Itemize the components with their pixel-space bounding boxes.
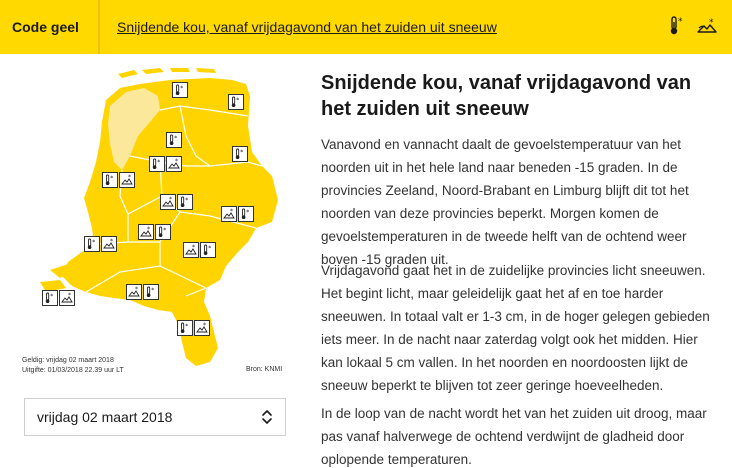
snow-icon[interactable] [194,320,210,336]
snow-icon[interactable] [59,290,75,306]
svg-text:*: * [68,292,71,299]
svg-text:*: * [185,323,189,330]
thermometer-cold-icon[interactable] [228,94,244,110]
svg-text:*: * [203,322,206,329]
svg-text:*: * [236,97,240,104]
thermometer-cold-icon[interactable] [155,224,171,240]
svg-text:*: * [709,18,714,28]
thermometer-cold-icon[interactable] [84,236,100,252]
svg-text:*: * [192,244,195,251]
banner-divider [98,0,100,54]
svg-text:*: * [135,286,138,293]
svg-text:*: * [174,135,178,142]
snow-icon [696,16,718,36]
svg-text:*: * [163,227,167,234]
thermometer-cold-icon[interactable] [102,172,118,188]
date-select[interactable] [24,398,286,436]
warning-map [10,66,296,386]
snow-icon[interactable] [101,236,117,252]
thermometer-cold-icon[interactable] [238,206,254,222]
svg-text:*: * [678,17,683,27]
mainland [62,78,278,366]
warning-headline-link[interactable]: Snijdende kou, vanaf vrijdagavond van het zuiden uit sneeuw [117,19,497,35]
issued-label: Uitgifte: 01/03/2018 22.39 uur LT [22,367,124,374]
article-paragraph: Vanavond en vannacht daalt de gevoelstemperatuur van het noorden uit in het hele land naar beneden -15 graden. In de provincies Zeeland, Noord-Brabant en Limburg blijft dit tot het noorden van deze provincies beperkt. Morgen komen de gevoelstemperaturen in de tweede helft van de ochtend weer boven -15 graden uit. [321,137,689,267]
thermometer-cold-icon[interactable] [177,320,193,336]
warning-code-label: Code geel [12,19,79,35]
article-title: Snijdende kou, vanaf vrijdagavond van het zuiden uit sneeuw [321,72,692,120]
date-select-value: vrijdag 02 maart 2018 [37,409,173,425]
svg-text:*: * [246,209,250,216]
snow-icon[interactable] [160,194,176,210]
svg-text:*: * [175,158,178,165]
snow-icon[interactable] [183,242,199,258]
svg-text:*: * [230,208,233,215]
thermometer-cold-icon[interactable] [177,194,193,210]
svg-text:*: * [208,245,212,252]
thermometer-cold-icon[interactable] [143,284,159,300]
thermometer-cold-icon[interactable] [166,132,182,148]
source-label: Bron: KNMI [246,366,283,373]
snow-icon[interactable] [119,172,135,188]
svg-text:*: * [169,196,172,203]
svg-text:*: * [147,226,150,233]
snow-icon[interactable] [166,156,182,172]
svg-text:*: * [110,175,114,182]
warning-banner [0,0,732,54]
svg-text:*: * [185,197,189,204]
svg-text:*: * [151,287,155,294]
article-paragraph: Vrijdagavond gaat het in de zuidelijke provincies licht sneeuwen. Het begint licht, maar geleidelijk gaat het af en toe harder sneeuwen. In totaal valt er 1-3 cm, in de hoger gelegen gebieden iets meer. In de nacht naar zaterdag volgt ook het midden. Hier kan lokaal 5 cm vallen. In het noorden en noordoosten lijkt de sneeuw beperkt te blijven tot zeer geringe hoeveelheden. [321,263,710,393]
chevron-up-down-icon [261,409,273,428]
thermometer-cold-icon[interactable] [42,290,58,306]
thermometer-cold-icon [668,16,686,36]
snow-icon[interactable] [138,224,154,240]
map-meta [22,356,124,376]
thermometer-cold-icon[interactable] [172,82,188,98]
banner-icons [668,16,718,36]
svg-text:*: * [240,149,244,156]
wadden-islands [118,68,216,78]
snow-icon[interactable] [126,284,142,300]
article-paragraph: In de loop van de nacht wordt het van het zuiden uit droog, maar pas vanaf halverwege de ochtend verdwijnt de gladheid door oplopende temperaturen. [321,406,707,467]
svg-text:*: * [180,85,184,92]
svg-text:*: * [128,174,131,181]
valid-label: Geldig: vrijdag 02 maart 2018 [22,357,114,364]
svg-text:*: * [110,238,113,245]
svg-text:*: * [92,239,96,246]
thermometer-cold-icon[interactable] [200,242,216,258]
thermometer-cold-icon[interactable] [232,146,248,162]
snow-icon[interactable] [221,206,237,222]
svg-text:*: * [50,293,54,300]
thermometer-cold-icon[interactable] [149,156,165,172]
svg-text:*: * [157,159,161,166]
